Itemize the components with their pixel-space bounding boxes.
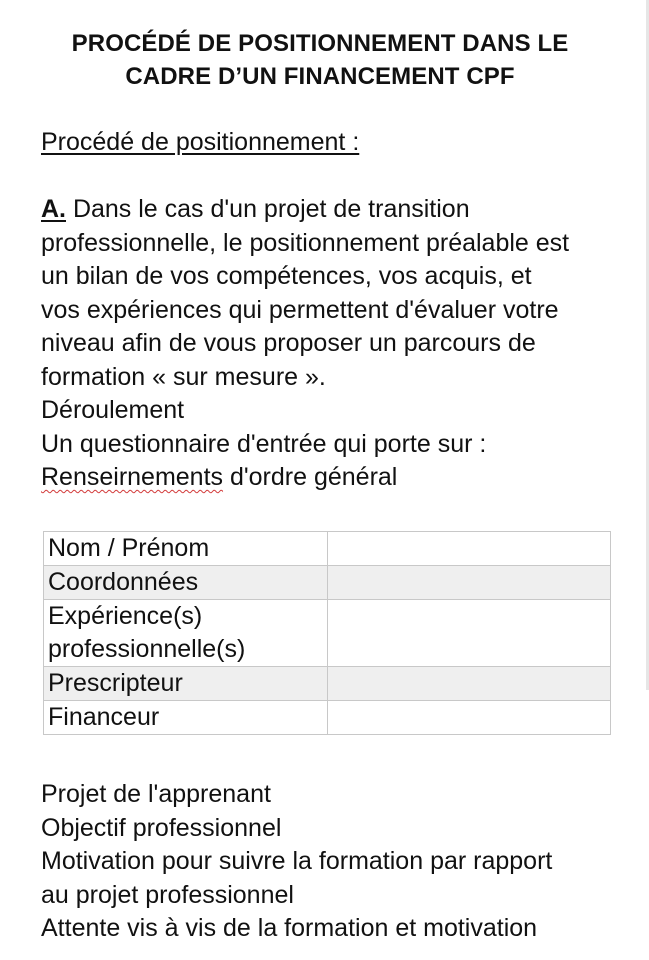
table-row	[44, 566, 611, 600]
document-title	[20, 27, 620, 93]
title-line-1: PROCÉDÉ DE POSITIONNEMENT DANS LE	[71, 30, 569, 57]
follow-up-list	[41, 778, 621, 946]
spellcheck-flagged-word[interactable]: Renseirnements	[41, 463, 224, 491]
list-item: Projet de l'apprenant	[41, 780, 271, 808]
section-marker: A.	[41, 195, 66, 223]
list-item: Motivation pour suivre la formation par rapport	[41, 847, 553, 875]
table-row	[44, 701, 611, 735]
table-cell-value[interactable]	[327, 701, 610, 735]
table-cell-label: Financeur	[44, 701, 328, 735]
paragraph-line: professionnelle, le positionnement préalable est	[41, 228, 570, 257]
paragraph-line	[41, 461, 621, 495]
table-row	[44, 600, 611, 667]
table-cell-label: Coordonnées	[44, 566, 328, 600]
paragraph-line: un bilan de vos compétences, vos acquis, et	[41, 262, 532, 290]
paragraph-line-text: Dans le cas d'un projet de transition	[66, 195, 470, 223]
paragraph-line: Un questionnaire d'entrée qui porte sur :	[41, 429, 487, 458]
paragraph-line: formation « sur mesure ».	[41, 362, 326, 391]
section-subheading: Procédé de positionnement :	[41, 128, 360, 156]
section-a-paragraph	[41, 193, 621, 495]
paragraph-line: Déroulement	[41, 396, 185, 424]
table-row	[44, 532, 611, 566]
table-cell-value[interactable]	[327, 566, 610, 600]
list-item: Objectif professionnel	[41, 813, 282, 842]
table-cell-value[interactable]	[327, 667, 610, 701]
list-item: au projet professionnel	[41, 880, 294, 909]
title-line-2: CADRE D’UN FINANCEMENT CPF	[125, 63, 515, 90]
table-row	[44, 667, 611, 701]
information-table	[43, 531, 611, 735]
table-cell-label: Prescripteur	[44, 667, 328, 701]
table-cell-label: Expérience(s) professionnelle(s)	[44, 600, 328, 667]
paragraph-line-text: d'ordre général	[223, 463, 398, 491]
list-item: Attente vis à vis de la formation et motivation	[41, 914, 538, 942]
paragraph-line	[41, 193, 621, 227]
table-cell-value[interactable]	[327, 532, 610, 566]
paragraph-line: vos expériences qui permettent d'évaluer votre	[41, 295, 559, 324]
table-cell-value[interactable]	[327, 600, 610, 667]
paragraph-line: niveau afin de vous proposer un parcours de	[41, 329, 536, 357]
table-cell-label: Nom / Prénom	[44, 532, 328, 566]
